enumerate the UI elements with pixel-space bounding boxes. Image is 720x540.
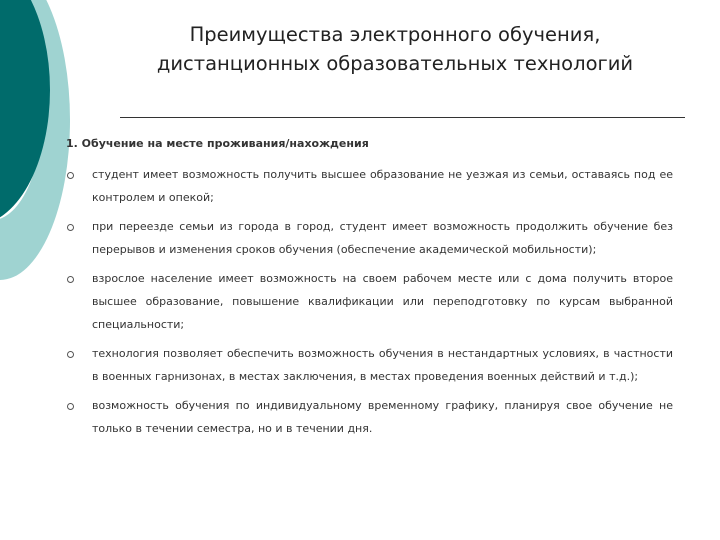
list-item: [66, 342, 673, 388]
list-item: [66, 163, 673, 209]
bullet-circle-icon: [67, 172, 74, 179]
bullet-circle-icon: [67, 224, 74, 231]
list-item: [66, 267, 673, 336]
list-item-text: технология позволяет обеспечить возможность обучения в нестандартных условиях, в частности в военных гарнизонах, в местах заключения, в местах проведения военных действий и т.д.);: [92, 347, 673, 383]
bullet-circle-icon: [67, 276, 74, 283]
slide-title-line-1: Преимущества электронного обучения,: [189, 23, 601, 46]
title-divider: [120, 117, 685, 118]
bullet-circle-icon: [67, 351, 74, 358]
list-item: [66, 215, 673, 261]
list-item-text: студент имеет возможность получить высшее образование не уезжая из семьи, оставаясь под ее контролем и опекой;: [92, 168, 673, 204]
list-item-text: при переезде семьи из города в город, студент имеет возможность продолжить обучение без перерывов и изменения сроков обучения (обеспечение академической мобильности);: [92, 220, 673, 256]
slide-title-line-2: дистанционных образовательных технологий: [156, 52, 634, 75]
bullet-list: [66, 163, 673, 446]
list-item-text: взрослое население имеет возможность на своем рабочем месте или с дома получить второе высшее образование, повышение квалификации или переподготовку по курсам выбранной специальности;: [92, 272, 673, 331]
list-item-text: возможность обучения по индивидуальному временному графику, планируя свое обучение не только в течении семестра, но и в течении дня.: [92, 399, 673, 435]
bullet-circle-icon: [67, 403, 74, 410]
slide-title: [90, 20, 700, 78]
list-item: [66, 394, 673, 440]
section-subheading: 1. Обучение на месте проживания/нахождения: [66, 137, 369, 150]
